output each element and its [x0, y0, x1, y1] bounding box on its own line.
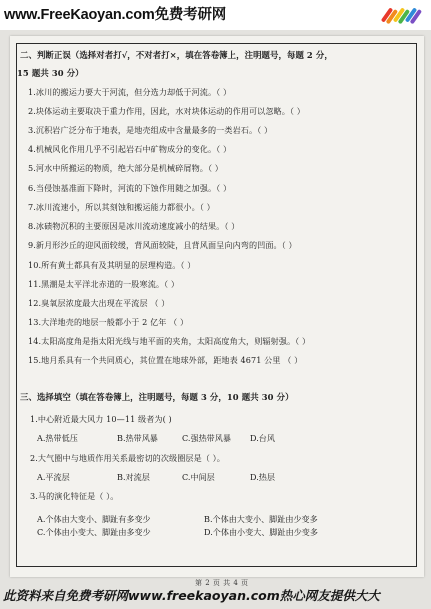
judgement-item: 5.河水中所搬运的物质，绝大部分是机械碎屑物。（ ）	[28, 163, 224, 173]
watermark-banner	[0, 587, 431, 609]
judgement-item: 14.太阳高度角是指太阳光线与地平面的夹角，太阳高度角大，则辐射强。（ ）	[28, 336, 311, 346]
choice-question-stem: 3.马的演化特征是（ ）。	[30, 491, 119, 501]
brand-logo-icon	[381, 1, 425, 29]
judgement-item: 2.块体运动主要取决于重力作用，因此，水对块体运动的作用可以忽略。（ ）	[28, 106, 305, 116]
site-header	[0, 0, 431, 30]
choice-option: B.个体由大变小、脚趾由少变多	[204, 514, 318, 524]
watermark-text: 此资料来自免费考研网www.freekaoyan.com热心网友提供大大	[3, 588, 380, 603]
site-url[interactable]: www.FreeKaoyan.com免费考研网	[4, 7, 227, 23]
judgement-item: 6.当侵蚀基准面下降时，河流的下蚀作用随之加强。（ ）	[28, 183, 232, 193]
choice-option: C.个体由小变大、脚趾由多变少	[37, 527, 151, 537]
judgement-item: 8.冰碛物沉积的主要原因是冰川流动速度减小的结果。（ ）	[28, 221, 240, 231]
judgement-item: 10.所有黄土都具有及其明显的层理构造。（ ）	[28, 260, 196, 270]
choice-option: A.个体由大变小、脚趾有多变少	[37, 514, 151, 524]
choice-option: C.强热带风暴	[182, 433, 231, 443]
judgement-item: 15.地月系具有一个共同质心，其位置在地球外部，距地表 4671 公里 （ ）	[28, 355, 303, 365]
choice-option: D.热层	[250, 472, 275, 482]
choice-option: D.个体由小变大、脚趾由少变多	[204, 527, 318, 537]
judgement-item: 1.冰川的搬运力要大于河流，但分选力却低于河流。（ ）	[28, 87, 232, 97]
judgement-item: 13.大洋地壳的地层一般都小于 2 亿年 （ ）	[28, 317, 189, 327]
section2-title-line2: 15 题共 30 分）	[17, 68, 84, 78]
judgement-item: 3.沉积岩广泛分布于地表，是地壳组成中含量最多的一类岩石。（ ）	[28, 125, 273, 135]
section2-title-line1: 二、判断正误（选择对者打√，不对者打×，填在答卷簿上，注明题号，每题 2 分，	[20, 50, 333, 60]
section3-title: 三、选择填空（填在答卷簿上，注明题号，每题 3 分，10 题共 30 分）	[20, 392, 294, 402]
page-number: 第 2 页 共 4 页	[195, 579, 249, 587]
choice-option: A.热带低压	[37, 433, 78, 443]
choice-question-stem: 1.中心附近最大风力 10—11 级者为( )	[30, 414, 172, 424]
judgement-item: 11.黑潮是太平洋北赤道的一股寒流。（ ）	[28, 279, 180, 289]
choice-option: C.中间层	[182, 472, 215, 482]
judgement-item: 7.冰川流速小，所以其刻蚀和搬运能力都很小。（ ）	[28, 202, 215, 212]
choice-question-stem: 2.大气圈中与地质作用关系最密切的次级圈层是（ ）。	[30, 453, 226, 463]
exam-page	[10, 36, 424, 577]
choice-option: A.平流层	[37, 472, 70, 482]
choice-option: B.热带风暴	[117, 433, 158, 443]
choice-option: B.对流层	[117, 472, 150, 482]
choice-option: D.台风	[250, 433, 275, 443]
judgement-item: 12.臭氧层浓度最大出现在平流层 （ ）	[28, 298, 170, 308]
judgement-item: 9.新月形沙丘的迎风面较缓，背风面较陡，且背风面呈向内弯的凹面。（ ）	[28, 240, 297, 250]
judgement-item: 4.机械风化作用几乎不引起岩石中矿物成分的变化。（ ）	[28, 144, 232, 154]
